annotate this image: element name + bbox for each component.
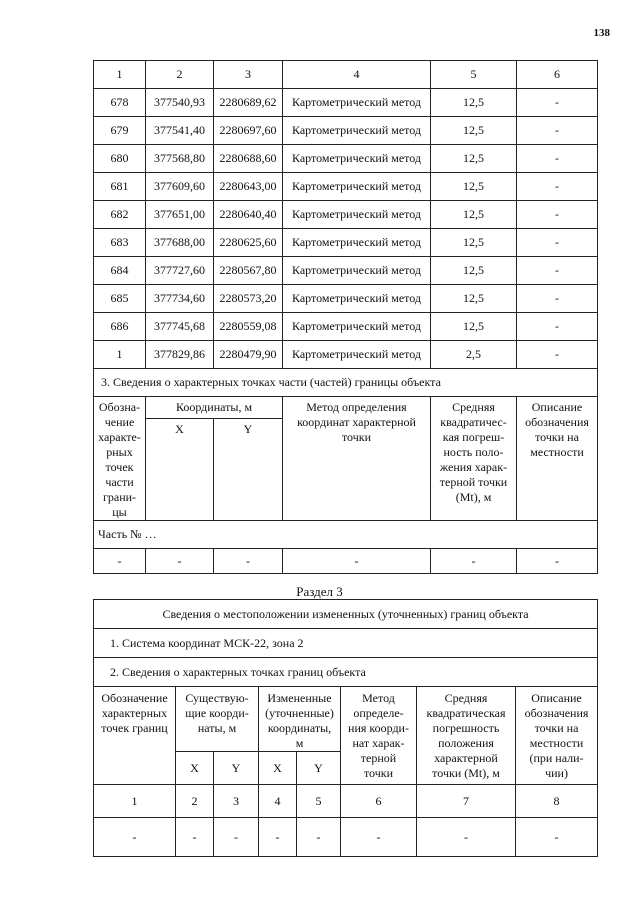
method: Картометрический метод xyxy=(283,341,431,369)
empty-cell: - xyxy=(146,549,214,574)
page-number: 138 xyxy=(593,27,610,39)
table-row xyxy=(94,285,598,313)
col-number: 5 xyxy=(297,785,341,818)
error-header xyxy=(431,397,517,521)
method: Картометрический метод xyxy=(283,173,431,201)
table-body xyxy=(94,89,598,369)
header-line: Описание xyxy=(531,400,583,414)
y-header: Y xyxy=(214,752,259,785)
empty-cell: - xyxy=(516,818,598,857)
x-coordinate: 377540,93 xyxy=(146,89,214,117)
method: Картометрический метод xyxy=(283,285,431,313)
column-number-row xyxy=(94,61,598,89)
x-coordinate: 377829,86 xyxy=(146,341,214,369)
empty-cell: - xyxy=(297,818,341,857)
description: - xyxy=(517,173,598,201)
header-row xyxy=(94,687,598,752)
section-3-header-row xyxy=(94,397,598,419)
col-number: 4 xyxy=(259,785,297,818)
point-number: 685 xyxy=(94,285,146,313)
col-number: 3 xyxy=(214,785,259,818)
existing-coords-header xyxy=(176,687,259,752)
changed-coords-header xyxy=(259,687,341,752)
method: Картометрический метод xyxy=(283,229,431,257)
y-coordinate: 2280567,80 xyxy=(214,257,283,285)
header-line: чение xyxy=(104,415,135,429)
accuracy: 12,5 xyxy=(431,201,517,229)
empty-cell: - xyxy=(176,818,214,857)
header-line: нат харак- xyxy=(352,736,405,750)
coordinates-header: Координаты, м xyxy=(146,397,283,419)
col-number: 6 xyxy=(517,61,598,89)
point-designation-header xyxy=(94,397,146,521)
description: - xyxy=(517,257,598,285)
accuracy: 12,5 xyxy=(431,257,517,285)
header-line: положения xyxy=(438,736,494,750)
header-line: рных xyxy=(106,445,133,459)
table-title: Сведения о местоположении измененных (уточненных) границ объекта xyxy=(94,600,598,629)
description: - xyxy=(517,201,598,229)
point-number: 684 xyxy=(94,257,146,285)
x-coordinate: 377609,60 xyxy=(146,173,214,201)
table-row xyxy=(94,313,598,341)
x-coordinate: 377568,80 xyxy=(146,145,214,173)
method: Картометрический метод xyxy=(283,257,431,285)
method-header xyxy=(283,397,431,521)
point-number: 683 xyxy=(94,229,146,257)
x-coordinate: 377541,40 xyxy=(146,117,214,145)
empty-cell: - xyxy=(94,549,146,574)
header-line: (при нали- xyxy=(529,751,584,765)
y-header: Y xyxy=(214,419,283,521)
y-header: Y xyxy=(297,752,341,785)
header-line: координат характерной xyxy=(297,415,416,429)
header-line: кая погреш- xyxy=(442,430,505,444)
header-line: чии) xyxy=(545,766,568,780)
header-line: Существую- xyxy=(185,691,249,705)
point-designation-header xyxy=(94,687,176,785)
point-number: 1 xyxy=(94,341,146,369)
point-number: 678 xyxy=(94,89,146,117)
header-line: терной xyxy=(360,751,397,765)
header-line: квадратическая xyxy=(426,706,506,720)
accuracy: 12,5 xyxy=(431,285,517,313)
col-number: 2 xyxy=(176,785,214,818)
col-number: 7 xyxy=(417,785,516,818)
part-label: Часть № … xyxy=(94,521,598,549)
header-line: точки (Mt), м xyxy=(432,766,500,780)
header-line: квадратичес- xyxy=(440,415,507,429)
x-header: X xyxy=(259,752,297,785)
accuracy: 2,5 xyxy=(431,341,517,369)
col-number: 8 xyxy=(516,785,598,818)
description: - xyxy=(517,89,598,117)
x-coordinate: 377734,60 xyxy=(146,285,214,313)
header-line: жения харак- xyxy=(439,460,508,474)
header-line: точек границ xyxy=(101,721,168,735)
col-number: 2 xyxy=(146,61,214,89)
empty-cell: - xyxy=(214,549,283,574)
header-line: погрешность xyxy=(432,721,500,735)
header-line: местности xyxy=(530,445,584,459)
accuracy: 12,5 xyxy=(431,229,517,257)
description-header xyxy=(517,397,598,521)
table-row xyxy=(94,89,598,117)
coordinate-system-row xyxy=(94,629,598,658)
header-line: точки на xyxy=(534,721,579,735)
point-number: 682 xyxy=(94,201,146,229)
table-row xyxy=(94,173,598,201)
header-line: Измененные xyxy=(267,691,332,705)
header-line: части xyxy=(105,475,134,489)
coordinate-system: 1. Система координат МСК-22, зона 2 xyxy=(94,629,598,658)
header-line: точки xyxy=(363,766,394,780)
empty-cell: - xyxy=(341,818,417,857)
table-row xyxy=(94,117,598,145)
col-number: 1 xyxy=(94,785,176,818)
y-coordinate: 2280643,00 xyxy=(214,173,283,201)
accuracy: 12,5 xyxy=(431,117,517,145)
header-line: щие коорди- xyxy=(185,706,249,720)
empty-row xyxy=(94,818,598,857)
table-row xyxy=(94,145,598,173)
header-line: ния коорди- xyxy=(348,721,409,735)
method: Картометрический метод xyxy=(283,145,431,173)
header-line: наты, м xyxy=(197,721,237,735)
empty-cell: - xyxy=(259,818,297,857)
header-line: точек xyxy=(105,460,134,474)
header-line: координаты, xyxy=(267,721,332,735)
empty-cell: - xyxy=(94,818,176,857)
header-line: м xyxy=(295,736,304,750)
header-line: Метод xyxy=(362,691,395,705)
header-line: характе- xyxy=(98,430,141,444)
header-line: обозначения xyxy=(525,415,589,429)
col-number: 5 xyxy=(431,61,517,89)
y-coordinate: 2280479,90 xyxy=(214,341,283,369)
changed-boundaries-table xyxy=(93,599,598,857)
header-line: характерных xyxy=(101,706,168,720)
description: - xyxy=(517,145,598,173)
accuracy: 12,5 xyxy=(431,173,517,201)
accuracy: 12,5 xyxy=(431,313,517,341)
x-coordinate: 377727,60 xyxy=(146,257,214,285)
section-2-row xyxy=(94,658,598,687)
x-coordinate: 377688,00 xyxy=(146,229,214,257)
y-coordinate: 2280625,60 xyxy=(214,229,283,257)
empty-cell: - xyxy=(214,818,259,857)
empty-cell: - xyxy=(517,549,598,574)
description: - xyxy=(517,341,598,369)
method: Картометрический метод xyxy=(283,89,431,117)
header-line: грани- xyxy=(102,490,137,504)
header-line: ность поло- xyxy=(443,445,504,459)
method-header xyxy=(341,687,417,785)
x-header: X xyxy=(176,752,214,785)
x-coordinate: 377651,00 xyxy=(146,201,214,229)
header-line: характерной xyxy=(434,751,498,765)
y-coordinate: 2280573,20 xyxy=(214,285,283,313)
description: - xyxy=(517,229,598,257)
header-line: (уточненные) xyxy=(265,706,334,720)
point-number: 681 xyxy=(94,173,146,201)
y-coordinate: 2280559,08 xyxy=(214,313,283,341)
header-line: Описание xyxy=(531,691,582,705)
header-line: Обозначение xyxy=(101,691,168,705)
point-number: 686 xyxy=(94,313,146,341)
method: Картометрический метод xyxy=(283,201,431,229)
point-number: 679 xyxy=(94,117,146,145)
section-2-title: 2. Сведения о характерных точках границ объекта xyxy=(94,658,598,687)
empty-cell: - xyxy=(283,549,431,574)
col-number: 3 xyxy=(214,61,283,89)
header-line: определе- xyxy=(353,706,404,720)
header-line: точки xyxy=(341,430,372,444)
section-3-row xyxy=(94,369,598,397)
y-coordinate: 2280697,60 xyxy=(214,117,283,145)
table-row xyxy=(94,257,598,285)
y-coordinate: 2280640,40 xyxy=(214,201,283,229)
method: Картометрический метод xyxy=(283,313,431,341)
header-line: цы xyxy=(112,505,127,519)
header-line: обозначения xyxy=(524,706,589,720)
table-row xyxy=(94,201,598,229)
col-number: 1 xyxy=(94,61,146,89)
y-coordinate: 2280688,60 xyxy=(214,145,283,173)
empty-cell: - xyxy=(417,818,516,857)
description-header xyxy=(516,687,598,785)
col-number: 4 xyxy=(283,61,431,89)
table-row xyxy=(94,341,598,369)
boundary-points-table xyxy=(93,60,598,574)
header-line: Средняя xyxy=(444,691,488,705)
description: - xyxy=(517,285,598,313)
accuracy: 12,5 xyxy=(431,89,517,117)
description: - xyxy=(517,117,598,145)
header-line: Обозна- xyxy=(98,400,141,414)
header-line: Средняя xyxy=(452,400,495,414)
section-3-title: 3. Сведения о характерных точках части (частей) границы объекта xyxy=(94,369,598,397)
x-header: X xyxy=(146,419,214,521)
header-line: (Mt), м xyxy=(455,490,492,504)
accuracy: 12,5 xyxy=(431,145,517,173)
empty-row xyxy=(94,549,598,574)
section-heading: Раздел 3 xyxy=(296,584,343,599)
method: Картометрический метод xyxy=(283,117,431,145)
x-coordinate: 377745,68 xyxy=(146,313,214,341)
column-number-row xyxy=(94,785,598,818)
error-header xyxy=(417,687,516,785)
header-line: Метод определения xyxy=(306,400,407,414)
y-coordinate: 2280689,62 xyxy=(214,89,283,117)
part-row xyxy=(94,521,598,549)
point-number: 680 xyxy=(94,145,146,173)
title-row xyxy=(94,600,598,629)
empty-cell: - xyxy=(431,549,517,574)
description: - xyxy=(517,313,598,341)
header-line: терной точки xyxy=(439,475,508,489)
header-line: местности xyxy=(529,736,584,750)
header-line: точки на xyxy=(535,430,579,444)
col-number: 6 xyxy=(341,785,417,818)
table-row xyxy=(94,229,598,257)
